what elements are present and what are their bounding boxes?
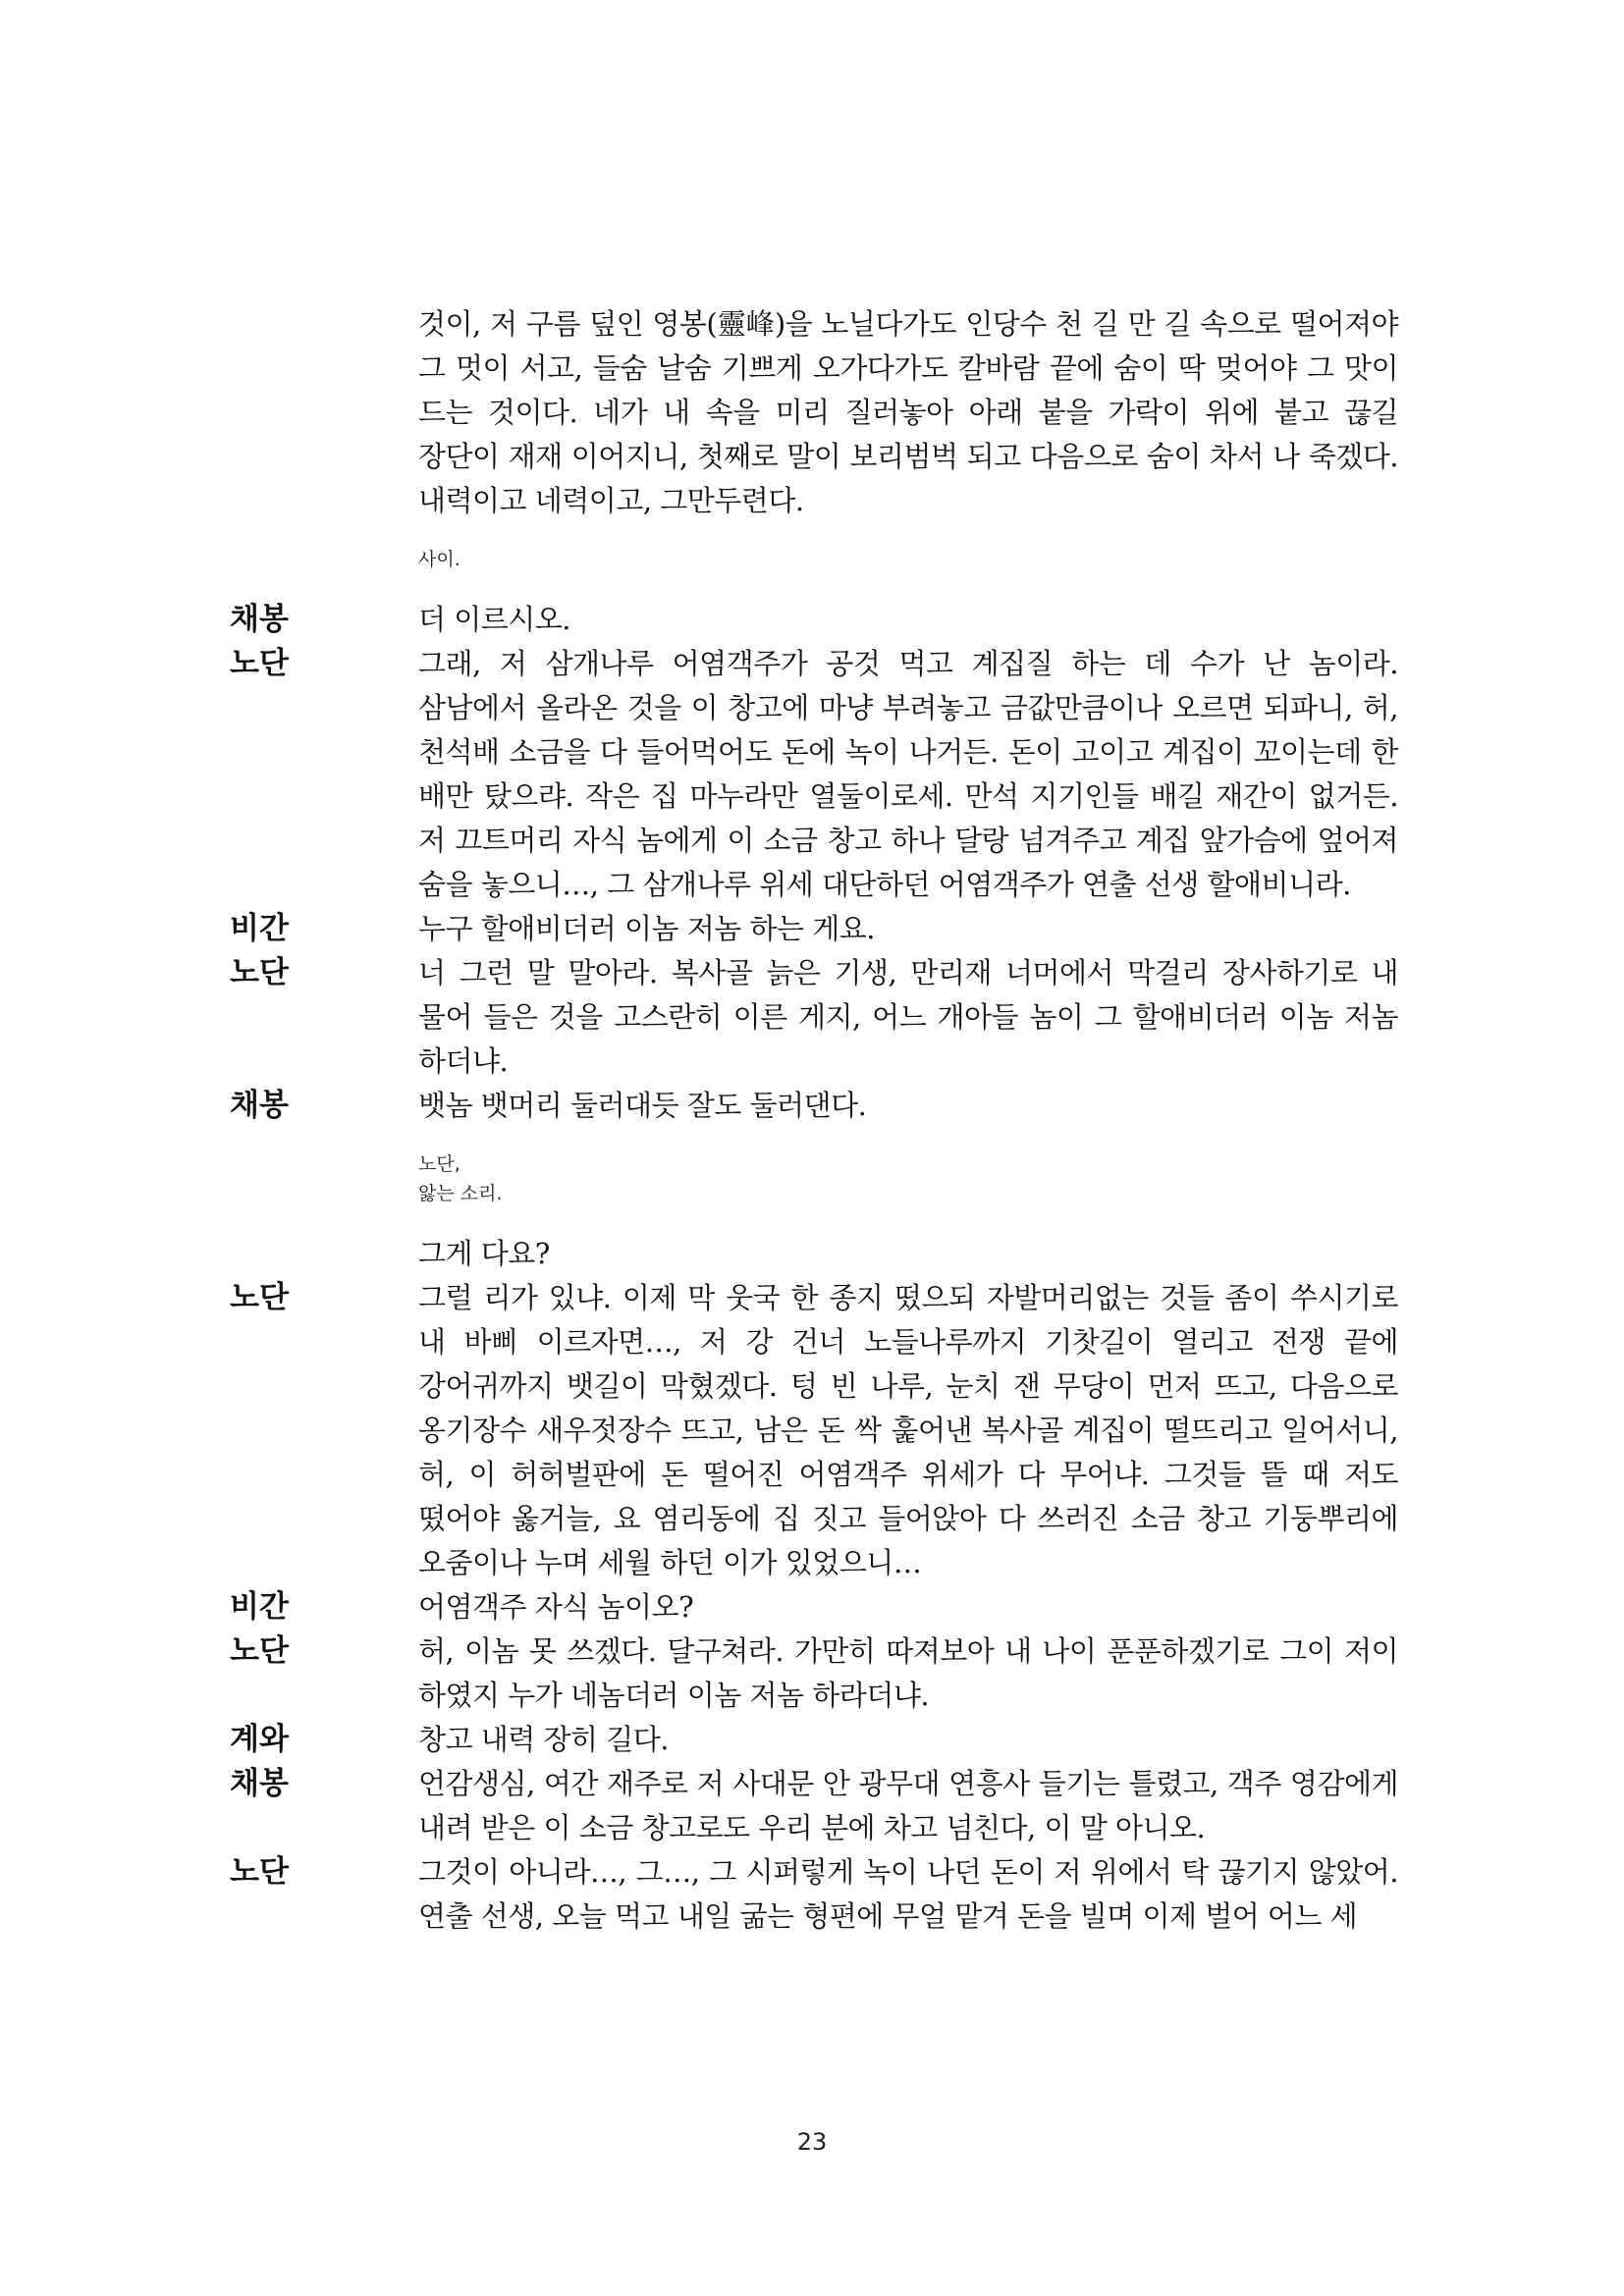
speaker-name bbox=[230, 1084, 418, 1128]
stage-direction-1 bbox=[230, 545, 1398, 574]
stage-direction-line-1: 노단, bbox=[418, 1153, 460, 1175]
speaker-char-2: 봉 bbox=[259, 1766, 289, 1801]
speaker-char-1: 노 bbox=[230, 1854, 259, 1890]
dialogue-line-1 bbox=[230, 598, 1398, 642]
speaker-char-2: 단 bbox=[259, 646, 289, 681]
dialogue-text: 창고 내력 장히 길다. bbox=[418, 1723, 669, 1756]
speaker-char-1: 비 bbox=[230, 911, 259, 946]
dialogue-text: 언감생심, 여간 재주로 저 사대문 안 광무대 연흥사 들기는 틀렸고, 객주 영감에게 내려 받은 이 소금 창고로도 우리 분에 차고 넘친다, 이 말 아니오. bbox=[418, 1767, 1398, 1844]
dialogue-line-5 bbox=[230, 1084, 1398, 1128]
speaker-name bbox=[230, 598, 418, 642]
stage-direction-text: 사이. bbox=[418, 549, 460, 570]
speaker-char-2: 단 bbox=[259, 1854, 289, 1890]
speaker-char-1: 채 bbox=[230, 602, 259, 637]
stage-direction-2 bbox=[230, 1149, 1398, 1208]
speaker-char-1: 채 bbox=[230, 1766, 259, 1801]
dialogue-text: 어염객주 자식 놈이오? bbox=[418, 1590, 694, 1624]
speaker-name bbox=[230, 1718, 418, 1762]
continued-dialogue: 것이, 저 구름 덮인 영봉(靈峰)을 노닐다가도 인당수 천 길 만 길 속으로 떨어져야 그 멋이 서고, 들숨 날숨 기쁘게 오가다가도 칼바람 끝에 숨이 딱 멎어야 그 맛이 드는 것이다. 네가 내 속을 미리 질러놓아 아래 붙을 가락이 위에 붙고 끊길 장단이 재재 이어지니, 첫째로 말이 보리범벅 되고 다음으로 숨이 차서 나 죽겠다. 내력이고 네력이고, 그만두련다. bbox=[418, 307, 1398, 517]
speaker-char-1: 노 bbox=[230, 1633, 259, 1669]
speaker-char-2: 간 bbox=[259, 911, 289, 946]
speaker-char-2: 봉 bbox=[259, 602, 289, 637]
dialogue-line-3 bbox=[230, 907, 1398, 951]
dialogue-line-6 bbox=[230, 1276, 1398, 1585]
stage-direction-line-2: 앓는 소리. bbox=[418, 1183, 503, 1204]
dialogue-text: 더 이르시오. bbox=[418, 603, 571, 636]
dialogue-text: 뱃놈 뱃머리 둘러대듯 잘도 둘러댄다. bbox=[418, 1089, 867, 1122]
speaker-name bbox=[230, 1276, 418, 1320]
dialogue-line-8 bbox=[230, 1629, 1398, 1718]
speaker-char-1: 채 bbox=[230, 1088, 259, 1123]
speaker-name bbox=[230, 642, 418, 686]
continued-dialogue-2: 그게 다요? bbox=[418, 1237, 550, 1270]
speaker-name bbox=[230, 1629, 418, 1674]
dialogue-text: 누구 할애비더러 이놈 저놈 하는 게요. bbox=[418, 912, 876, 945]
dialogue-text: 그래, 저 삼개나루 어염객주가 공것 먹고 계집질 하는 데 수가 난 놈이라. 삼남에서 올라온 것을 이 창고에 마냥 부려놓고 금값만큼이나 오르면 되파니, 허, 천석배 소금을 다 들어먹어도 돈에 녹이 나거든. 돈이 고이고 계집이 꼬이는데 한 배만 탔으랴. 작은 집 마누라만 열둘이로세. 만석 지기인들 배길 재간이 없거든. 저 끄트머리 자식 놈에게 이 소금 창고 하나 달랑 넘겨주고 계집 앞가슴에 엎어져 숨을 놓으니…, 그 삼개나루 위세 대단하던 어염객주가 연출 선생 할애비니라. bbox=[418, 647, 1398, 901]
dialogue-line-4 bbox=[230, 951, 1398, 1084]
page-number: 23 bbox=[796, 2128, 828, 2156]
speaker-name bbox=[230, 1850, 418, 1895]
dialogue-text: 그럴 리가 있냐. 이제 막 웃국 한 종지 떴으되 자발머리없는 것들 좀이 쑤시기로 내 바삐 이르자면…, 저 강 건너 노들나루까지 기찻길이 열리고 전쟁 끝에 강어귀까지 뱃길이 막혔겠다. 텅 빈 나루, 눈치 잰 무당이 먼저 뜨고, 다음으로 옹기장수 새우젓장수 뜨고, 남은 돈 싹 훑어낸 복사골 계집이 떨뜨리고 일어서니, 허, 이 허허벌판에 돈 떨어진 어염객주 위세가 다 무어냐. 그것들 뜰 때 저도 떴어야 옳거늘, 요 염리동에 집 짓고 들어앉아 다 쓰러진 소금 창고 기둥뿌리에 오줌이나 누며 세월 하던 이가 있었으니… bbox=[418, 1281, 1398, 1579]
speaker-char-2: 간 bbox=[259, 1589, 289, 1625]
speaker-char-2: 와 bbox=[259, 1722, 289, 1757]
speaker-char-2: 단 bbox=[259, 955, 289, 990]
speaker-char-1: 노 bbox=[230, 1280, 259, 1315]
speaker-char-1: 비 bbox=[230, 1589, 259, 1625]
speaker-char-1: 계 bbox=[230, 1722, 259, 1757]
dialogue-text: 너 그런 말 말아라. 복사골 늙은 기생, 만리재 너머에서 막걸리 장사하기로 내 물어 들은 것을 고스란히 이른 게지, 어느 개아들 놈이 그 할애비더러 이놈 저놈 하더냐. bbox=[418, 956, 1398, 1078]
speaker-char-2: 단 bbox=[259, 1633, 289, 1669]
dialogue-line-9 bbox=[230, 1718, 1398, 1762]
speaker-name bbox=[230, 951, 418, 995]
dialogue-line-7 bbox=[230, 1585, 1398, 1629]
speaker-char-2: 봉 bbox=[259, 1088, 289, 1123]
dialogue-line-2 bbox=[230, 642, 1398, 907]
speaker-name bbox=[230, 907, 418, 951]
dialogue-line-10 bbox=[230, 1762, 1398, 1850]
speaker-name bbox=[230, 1585, 418, 1629]
dialogue-text: 허, 이놈 못 쓰겠다. 달구쳐라. 가만히 따져보아 내 나이 푼푼하겠기로 그이 저이 하였지 누가 네놈더러 이놈 저놈 하라더냐. bbox=[418, 1634, 1398, 1712]
script-content bbox=[230, 302, 1398, 1939]
dialogue-line-11 bbox=[230, 1850, 1398, 1939]
speaker-char-1: 노 bbox=[230, 955, 259, 990]
dialogue-text: 그것이 아니라…, 그…, 그 시퍼렇게 녹이 나던 돈이 저 위에서 탁 끊기지 않았어. 연출 선생, 오늘 먹고 내일 굶는 형편에 무얼 맡겨 돈을 빌며 이제 벌어 어느 세 bbox=[418, 1855, 1398, 1933]
speaker-char-2: 단 bbox=[259, 1280, 289, 1315]
speaker-char-1: 노 bbox=[230, 646, 259, 681]
speaker-name bbox=[230, 1762, 418, 1806]
